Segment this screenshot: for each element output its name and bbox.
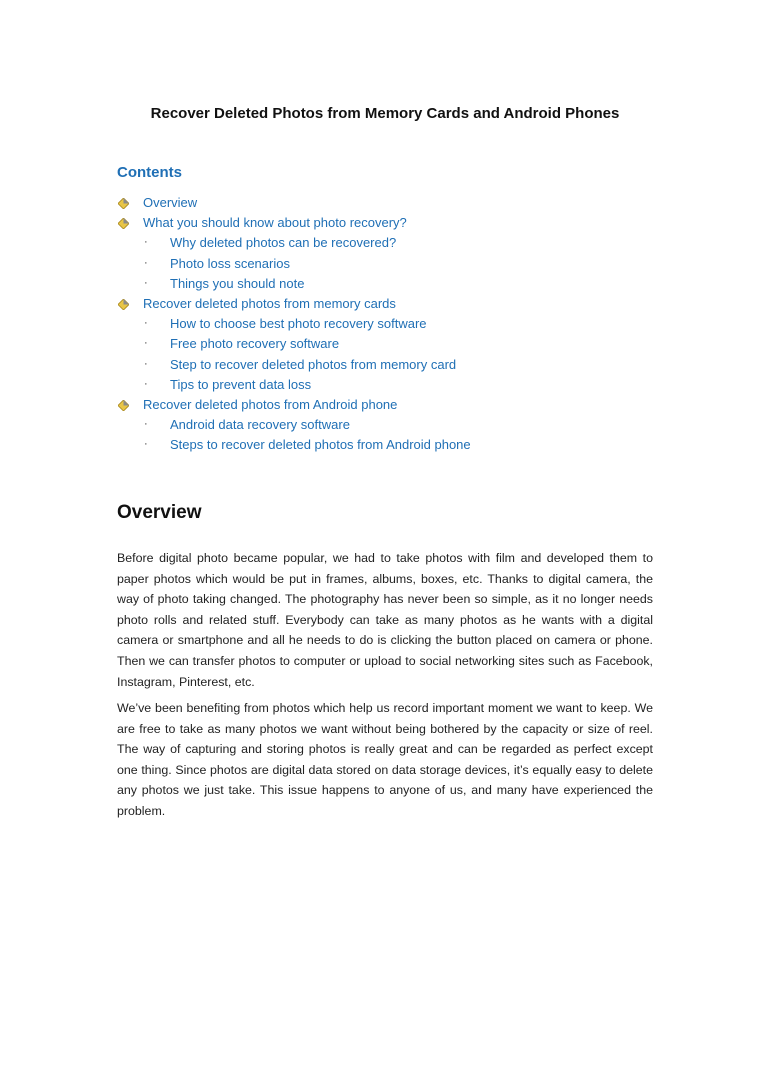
toc-item-prevent-loss[interactable]: [117, 375, 677, 395]
toc-item-label: How to choose best photo recovery software: [170, 316, 427, 332]
overview-paragraph: We’ve been benefiting from photos which help us record important moment we want to keep. We are free to take as many photos we want without being bothered by the capacity or size of reel. The way of capturing and storing photos is really great and can be regarded as perfect except one thing. Since photos are digital data stored on data storage devices, it’s equally easy to delete any photos we just take. This issue happens to anyone of us, and many have experienced the problem.: [117, 701, 653, 818]
toc-item-android-phone[interactable]: [117, 395, 677, 415]
toc-item-label: Steps to recover deleted photos from Android phone: [170, 437, 471, 453]
toc-item-label: Photo loss scenarios: [170, 255, 290, 271]
diamond-bullet-icon: [118, 218, 129, 229]
dot-bullet-icon: ·: [144, 377, 148, 390]
toc-item-things-to-note[interactable]: [117, 274, 677, 294]
dot-bullet-icon: ·: [144, 418, 148, 431]
dot-bullet-icon: ·: [144, 337, 148, 350]
diamond-bullet-icon: [118, 400, 129, 411]
dot-bullet-icon: ·: [144, 357, 148, 370]
toc-item-choose-software[interactable]: [117, 314, 677, 334]
toc-item-memory-cards[interactable]: [117, 294, 677, 314]
toc-item-label: Recover deleted photos from memory cards: [143, 295, 396, 311]
toc-item-label: Free photo recovery software: [170, 336, 340, 352]
toc-item-steps-memory-card[interactable]: [117, 355, 677, 375]
diamond-bullet-icon: [118, 198, 129, 209]
document-title: Recover Deleted Photos from Memory Cards and Android Phones: [150, 105, 620, 122]
overview-paragraph: Before digital photo became popular, we had to take photos with film and developed them to paper photos which would be put in frames, albums, boxes, etc. Thanks to digital camera, the way of photo taking changed. The photography has never been so simple, as it no longer needs photo rolls and related stuff. Everybody can take as many photos as he wants with a digital camera or smartphone and all he needs to do is clicking the button placed on camera or phone. Then we can transfer photos to computer or upload to social networking sites such as Facebook, Instagram, Pinterest, etc.: [117, 551, 653, 689]
toc-item-android-software[interactable]: [117, 415, 677, 435]
dot-bullet-icon: ·: [144, 256, 148, 269]
toc-item-loss-scenarios[interactable]: [117, 254, 677, 274]
table-of-contents: [117, 193, 677, 455]
toc-item-photo-recovery-knowledge[interactable]: [117, 213, 677, 233]
dot-bullet-icon: ·: [144, 438, 148, 451]
diamond-bullet-icon: [118, 299, 129, 310]
toc-item-label: Things you should note: [170, 275, 305, 291]
toc-item-why-recoverable[interactable]: [117, 233, 677, 253]
toc-item-label: Recover deleted photos from Android phone: [143, 396, 398, 412]
overview-heading: Overview: [117, 502, 202, 523]
dot-bullet-icon: ·: [144, 317, 148, 330]
toc-item-label: Tips to prevent data loss: [170, 376, 312, 392]
toc-item-label: Overview: [143, 195, 198, 210]
toc-item-label: Step to recover deleted photos from memory card: [170, 356, 457, 372]
dot-bullet-icon: ·: [144, 276, 148, 289]
toc-item-label: What you should know about photo recovery?: [143, 215, 407, 231]
toc-item-free-software[interactable]: [117, 334, 677, 354]
toc-item-label: Android data recovery software: [170, 417, 350, 433]
toc-item-overview[interactable]: [117, 193, 677, 213]
contents-heading: Contents: [117, 164, 182, 181]
dot-bullet-icon: ·: [144, 236, 148, 249]
toc-item-steps-android[interactable]: [117, 435, 677, 455]
toc-item-label: Why deleted photos can be recovered?: [170, 235, 397, 251]
